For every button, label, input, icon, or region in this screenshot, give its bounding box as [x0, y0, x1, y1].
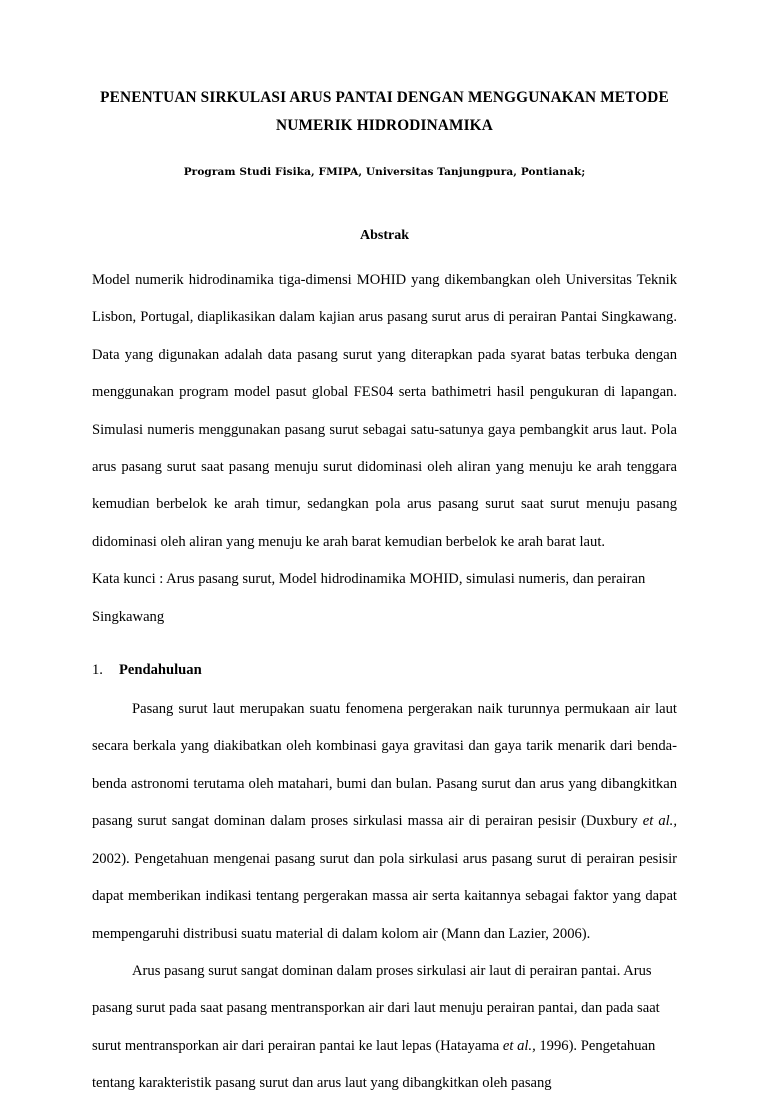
keywords-paragraph	[92, 561, 677, 636]
title-block	[92, 84, 677, 140]
abstract-paragraph: Model numerik hidrodinamika tiga-dimensi MOHID yang dikembangkan oleh Universitas Teknik Lisbon, Portugal, diaplikasikan dalam kajian arus pasang surut arus di perairan Pantai Singkawang. Data yang digunakan adalah data pasang surut yang diterapkan pada syarat batas terbuka dengan menggunakan program model pasut global FES04 serta bathimetri hasil pengukuran di lapangan. Simulasi numeris menggunakan pasang surut sebagai satu-satunya gaya pembangkit arus laut. Pola arus pasang surut saat pasang menuju surut didominasi oleh aliran yang menuju ke arah tenggara kemudian berbelok ke arah timur, sedangkan pola arus pasang surut saat surut menuju pasang didominasi oleh aliran yang menuju ke arah barat kemudian berbelok ke arah barat laut.	[92, 272, 677, 550]
affiliation-line: Program Studi Fisika, FMIPA, Universitas Tanjungpura, Pontianak;	[183, 166, 586, 178]
text-column	[92, 0, 677, 1103]
body-paragraph: Pasang surut laut merupakan suatu fenomena pergerakan naik turunnya permukaan air laut secara berkala yang diakibatkan oleh kombinasi gaya gravitasi dan gaya tarik menarik dari benda-benda astronomi terutama oleh matahari, bumi dan bulan. Pasang surut dan arus yang dibangkitkan pasang surut sangat dominan dalam proses sirkulasi massa air di perairan pesisir (Duxbury et al., 2002). Pengetahuan mengenai pasang surut dan pola sirkulasi arus pasang surut di perairan pesisir dapat memberikan indikasi tentang pergerakan massa air serta kaitannya sebagai faktor yang dapat mempengaruhi distribusi suatu material di dalam kolom air (Mann dan Lazier, 2006).	[92, 701, 677, 942]
section-body-1	[92, 691, 677, 1102]
keywords-label: Kata kunci	[92, 571, 156, 588]
citation-et-al: et al.,	[502, 1037, 536, 1054]
keywords-text: Arus pasang surut, Model hidrodinamika MOHID, simulasi numeris, dan perairan Singkawang	[92, 571, 646, 625]
section-title: Pendahuluan	[118, 662, 202, 679]
abstract-heading: Abstrak	[359, 228, 409, 243]
section-number: 1.	[92, 662, 103, 679]
doc-title-line-1: PENENTUAN SIRKULASI ARUS PANTAI DENGAN MENGGUNAKAN METODE	[100, 89, 669, 106]
body-paragraph: Arus pasang surut sangat dominan dalam proses sirkulasi air laut di perairan pantai. Arus pasang surut pada saat pasang mentransporkan air dari laut menuju perairan pantai, dan pada saat surut mentransporkan air dari perairan pantai ke laut lepas (Hatayama et al., 1996). Pengetahuan tentang karakteristik pasang surut dan arus laut yang dibangkitkan oleh pasang	[92, 962, 660, 1092]
abstract-body	[92, 262, 677, 636]
keywords-separator: :	[155, 571, 167, 588]
section-heading-1	[92, 656, 677, 684]
doc-title-line-2: NUMERIK HIDRODINAMIKA	[276, 117, 493, 134]
citation-et-al: et al.,	[642, 813, 677, 830]
